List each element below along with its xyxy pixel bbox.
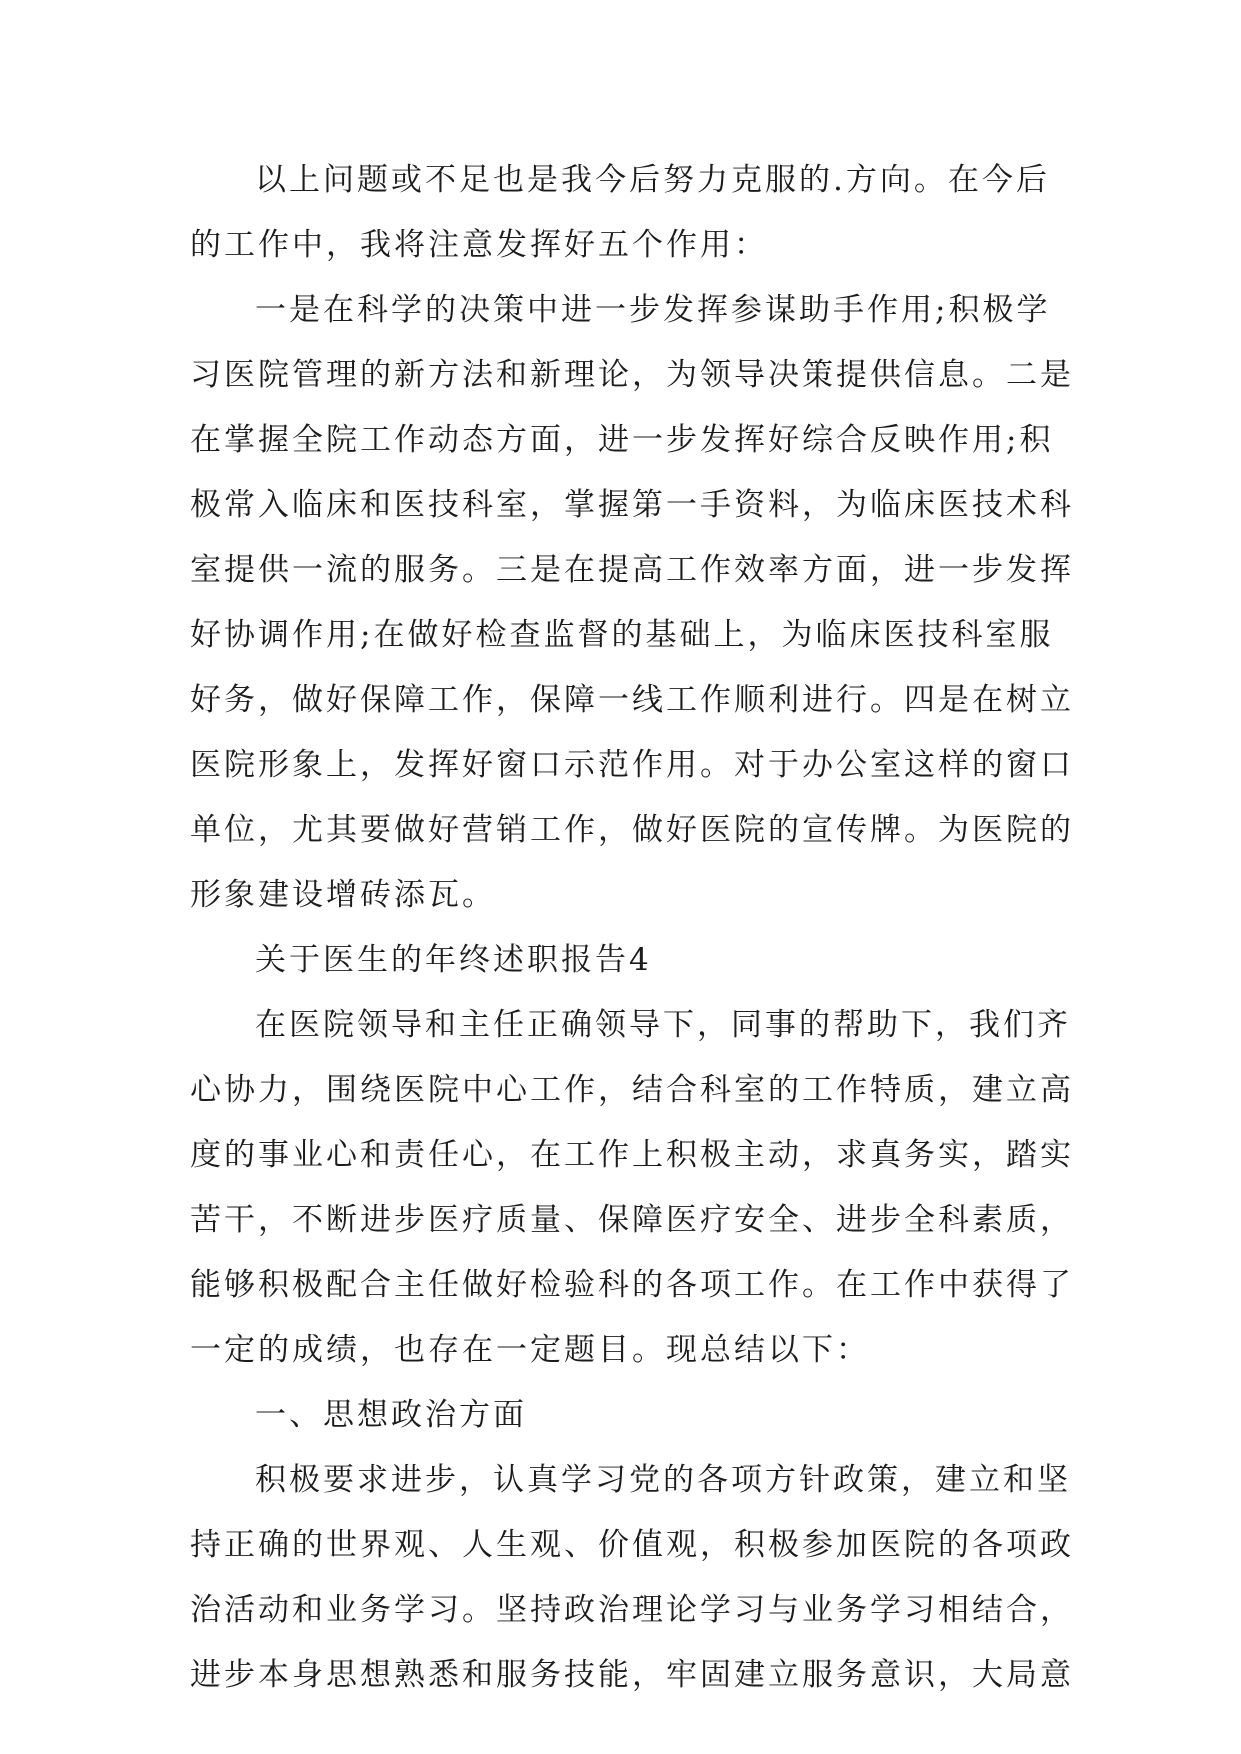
text-line: 好务，做好保障工作，保障一线工作顺利进行。四是在树立 [190,682,1074,718]
text-line: 一是在科学的决策中进一步发挥参谋助手作用;积极学 [255,292,1051,328]
text-line: 苦干，不断进步医疗质量、保障医疗安全、进步全科素质， [190,1202,1074,1238]
text-line: 室提供一流的服务。三是在提高工作效率方面，进一步发挥 [190,552,1074,588]
text-line: 以上问题或不足也是我今后努力克服的.方向。在今后 [255,162,1050,198]
section-heading: 关于医生的年终述职报告4 [255,942,652,978]
text-line: 能够积极配合主任做好检验科的各项工作。在工作中获得了 [190,1267,1074,1303]
text-line: 的工作中，我将注意发挥好五个作用： [190,227,768,263]
text-line: 单位，尤其要做好营销工作，做好医院的宣传牌。为医院的 [190,812,1074,848]
text-line: 一定的成绩，也存在一定题目。现总结以下： [190,1332,870,1368]
text-line: 积极要求进步，认真学习党的各项方针政策，建立和坚 [255,1462,1071,1498]
text-line: 极常入临床和医技科室，掌握第一手资料，为临床医技术科 [190,487,1074,523]
text-line: 形象建设增砖添瓦。 [190,877,496,913]
text-line: 持正确的世界观、人生观、价值观，积极参加医院的各项政 [190,1527,1074,1563]
subsection-heading: 一、思想政治方面 [255,1397,527,1433]
text-line: 治活动和业务学习。坚持政治理论学习与业务学习相结合， [190,1592,1074,1628]
text-line: 好协调作用;在做好检查监督的基础上，为临床医技科室服 [190,617,1054,653]
text-line: 心协力，围绕医院中心工作，结合科室的工作特质，建立高 [190,1072,1074,1108]
text-line: 在掌握全院工作动态方面，进一步发挥好综合反映作用;积 [190,422,1054,458]
text-line: 进步本身思想熟悉和服务技能，牢固建立服务意识，大局意 [190,1657,1074,1693]
text-line: 在医院领导和主任正确领导下，同事的帮助下，我们齐 [255,1007,1071,1043]
text-line: 度的事业心和责任心，在工作上积极主动，求真务实，踏实 [190,1137,1074,1173]
text-line: 习医院管理的新方法和新理论，为领导决策提供信息。二是 [190,357,1074,393]
text-line: 医院形象上，发挥好窗口示范作用。对于办公室这样的窗口 [190,747,1074,783]
